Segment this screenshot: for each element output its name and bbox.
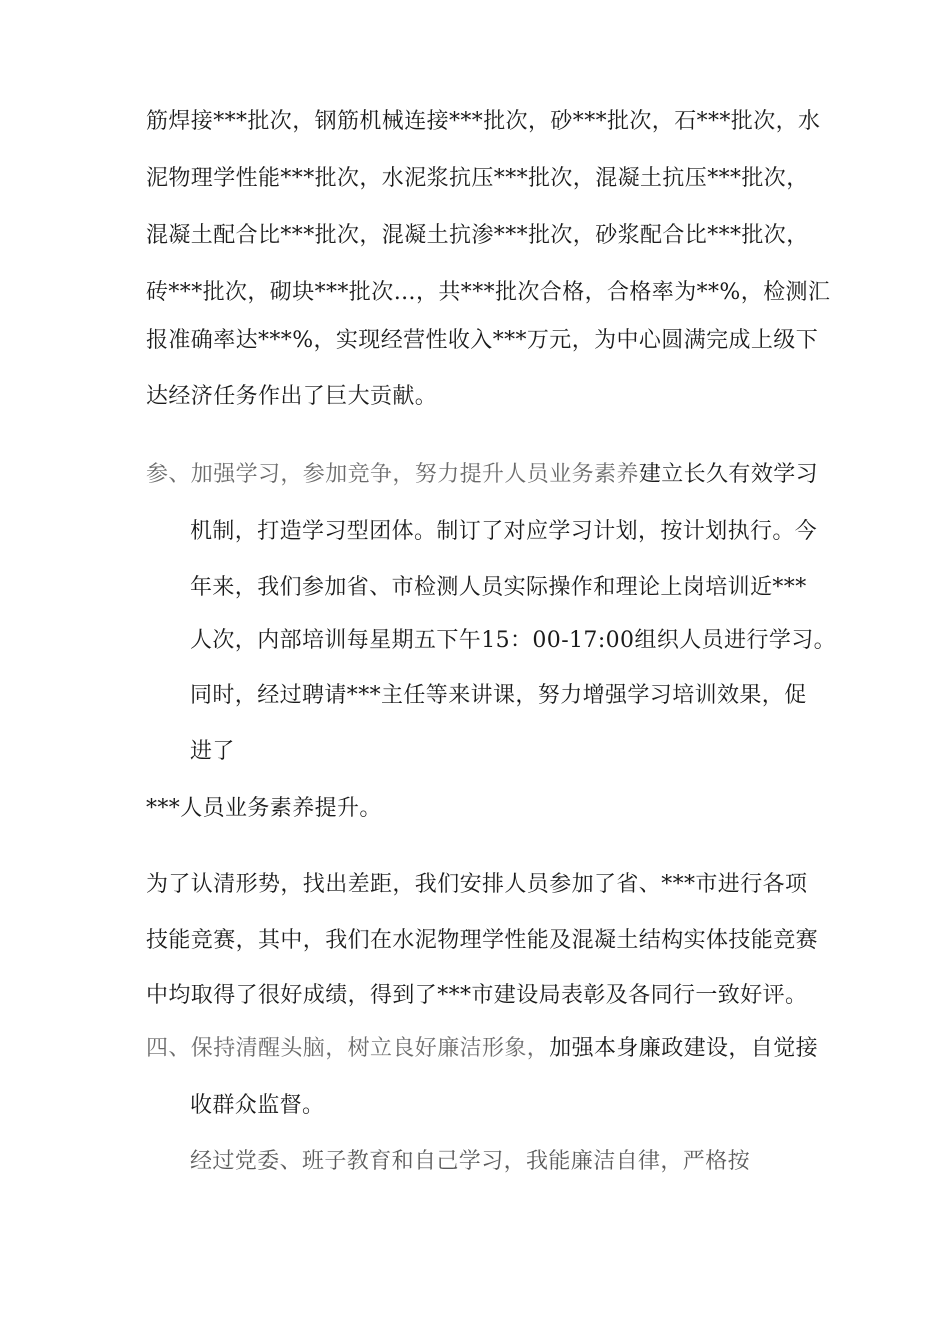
paragraph-line: 达经济任务作出了巨大贡献。 bbox=[146, 384, 438, 409]
section-heading-continuation: 建立长久有效学习 bbox=[638, 462, 819, 487]
paragraph-line: 砖***批次，砌块***批次…，共***批次合格，合格率为**%，检测汇 bbox=[146, 280, 831, 305]
paragraph-line: 为了认清形势，找出差距，我们安排人员参加了省、***市进行各项 bbox=[146, 872, 808, 897]
paragraph-line: 收群众监督。 bbox=[190, 1093, 325, 1118]
section-heading bbox=[146, 461, 818, 489]
paragraph-line: 技能竞赛，其中，我们在水泥物理学性能及混凝土结构实体技能竞赛 bbox=[146, 928, 819, 953]
paragraph-line: 筋焊接***批次，钢筋机械连接***批次，砂***批次，石***批次，水 bbox=[146, 109, 821, 134]
section-heading-continuation: 加强本身廉政建设，自觉接 bbox=[549, 1036, 819, 1061]
paragraph-line: 泥物理学性能***批次，水泥浆抗压***批次，混凝土抗压***批次， bbox=[146, 166, 809, 191]
paragraph-line: 经过党委、班子教育和自己学习，我能廉洁自律，严格按 bbox=[190, 1149, 751, 1174]
paragraph-line: 报准确率达***%，实现经营性收入***万元，为中心圆满完成上级下 bbox=[146, 328, 819, 353]
section-heading-title: 参、加强学习，参加竞争，努力提升人员业务素养 bbox=[146, 462, 639, 487]
section-heading bbox=[146, 1035, 818, 1063]
paragraph-line: 混凝土配合比***批次，混凝土抗渗***批次，砂浆配合比***批次， bbox=[146, 223, 809, 248]
paragraph-line: 同时，经过聘请***主任等来讲课，努力增强学习培训效果，促 bbox=[190, 683, 807, 708]
section-heading-title: 四、保持清醒头脑，树立良好廉洁形象， bbox=[146, 1036, 550, 1061]
paragraph-line: 年来，我们参加省、市检测人员实际操作和理论上岗培训近*** bbox=[190, 575, 807, 600]
paragraph-line: 人次，内部培训每星期五下午15：00-17:00组织人员进行学习。 bbox=[190, 628, 837, 653]
paragraph-line: ***人员业务素养提升。 bbox=[146, 796, 382, 821]
paragraph-line: 中均取得了很好成绩，得到了***市建设局表彰及各同行一致好评。 bbox=[146, 983, 808, 1008]
paragraph-line: 机制，打造学习型团体。制订了对应学习计划，按计划执行。今 bbox=[190, 519, 818, 544]
paragraph-line: 进了 bbox=[190, 739, 235, 764]
